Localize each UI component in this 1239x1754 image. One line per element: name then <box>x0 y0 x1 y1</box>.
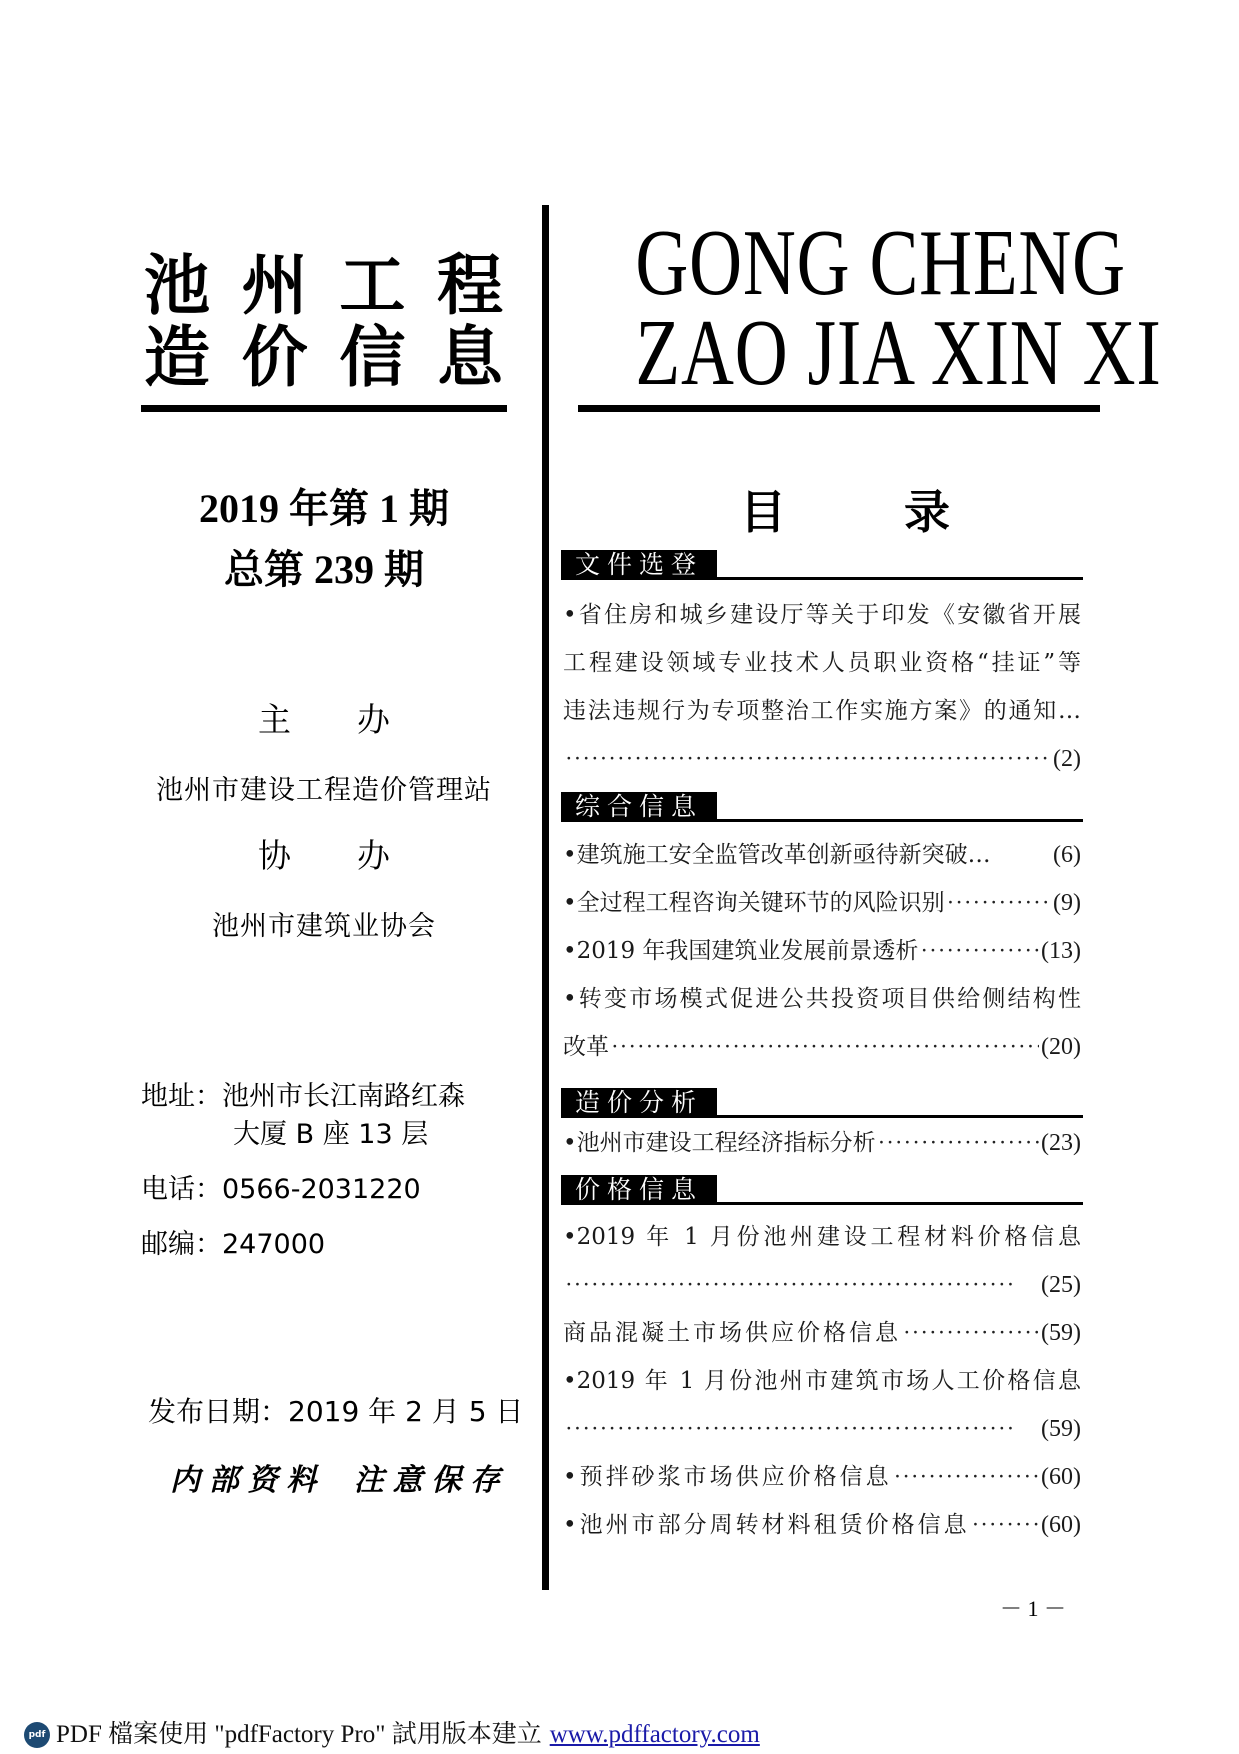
title-char: 工 <box>339 247 406 324</box>
section-rule <box>717 1115 1083 1118</box>
leader-dots <box>565 1270 1013 1300</box>
notice-char: 保 <box>431 1463 462 1498</box>
notice-char: 内 <box>170 1463 200 1498</box>
masthead-cn-title-line2 <box>141 319 506 396</box>
masthead-rule-right <box>578 405 1100 412</box>
section-label: 综合信息 <box>561 792 717 822</box>
title-char: 息 <box>436 319 503 396</box>
toc-page-number: (59) <box>1041 1320 1081 1346</box>
title-char: 程 <box>436 247 503 324</box>
section-rule <box>717 1202 1083 1205</box>
leader-dots <box>878 1128 1039 1158</box>
toc-entry[interactable] <box>563 1128 1081 1158</box>
notice-char: 注 <box>353 1463 384 1498</box>
leader-dots <box>894 1462 1039 1492</box>
toc-entry[interactable] <box>563 840 1081 870</box>
toc-entry-continued[interactable] <box>563 1414 1081 1444</box>
toc-entry-title: 违法违规行为专项整治工作实施方案》的通知… <box>563 698 1081 724</box>
page-number: － 1 － <box>1000 1596 1067 1621</box>
toc-entry[interactable] <box>563 1222 1081 1252</box>
toc-page-number: (60) <box>1041 1512 1081 1538</box>
section-rule <box>717 577 1083 580</box>
toc-entry-title: 改革 <box>563 1034 609 1060</box>
toc-entry-continued[interactable] <box>563 744 1081 774</box>
publish-date-label: 发布日期： <box>148 1395 289 1428</box>
notice-char: 资 <box>247 1463 278 1498</box>
toc-entry-continued[interactable] <box>563 1270 1081 1300</box>
section-label: 文件选登 <box>561 550 717 580</box>
leader-dots <box>972 1510 1039 1540</box>
notice-char: 意 <box>392 1463 423 1498</box>
leader-dots <box>920 936 1039 966</box>
section-label: 造价分析 <box>561 1088 717 1118</box>
leader-dots <box>611 1032 1039 1062</box>
toc-entry[interactable] <box>563 936 1081 966</box>
toc-section-header <box>561 1088 1083 1118</box>
toc-page-number: (20) <box>1041 1034 1081 1060</box>
internal-notice <box>170 1462 500 1500</box>
co-host-name: 池州市建筑业协会 <box>212 911 436 942</box>
phone-label: 电话： <box>141 1174 222 1205</box>
toc-page-number: (2) <box>1053 746 1081 772</box>
toc-title <box>740 486 950 538</box>
masthead-en-title-line1: GONG CHENG <box>635 211 1126 315</box>
pdffactory-link[interactable]: www.pdffactory.com <box>549 1721 760 1748</box>
address-value-line2: 大厦 B 座 13 层 <box>233 1119 429 1150</box>
toc-entry-title: •建筑施工安全监管改革创新亟待新突破… <box>563 842 991 868</box>
phone-line <box>141 1173 421 1207</box>
toc-page-number: (60) <box>1041 1464 1081 1490</box>
address-value-line1: 池州市长江南路红森 <box>222 1081 465 1112</box>
issue-year-number: 2019 年第 1 期 <box>199 486 449 531</box>
toc-entry[interactable] <box>563 1510 1081 1540</box>
issue-total-number: 总第 239 期 <box>224 547 424 592</box>
leader-dots <box>565 744 1051 774</box>
toc-entry-title: •2019 年 1 月份池州建设工程材料价格信息 <box>563 1224 1081 1250</box>
toc-entry-continued[interactable] <box>563 1032 1081 1062</box>
toc-entry[interactable] <box>563 600 1081 630</box>
section-rule <box>717 819 1083 822</box>
pdffactory-logo-icon: pdf <box>24 1722 50 1748</box>
address-label: 地址： <box>141 1081 222 1112</box>
toc-page-number: (25) <box>1041 1272 1081 1298</box>
notice-char: 存 <box>470 1463 500 1498</box>
leader-dots <box>903 1318 1039 1348</box>
title-char: 信 <box>339 319 406 396</box>
toc-entry-title: 商品混凝土市场供应价格信息 <box>563 1320 901 1346</box>
watermark-text: PDF 檔案使用 "pdfFactory Pro" 試用版本建立 <box>56 1721 542 1748</box>
postcode-label: 邮编： <box>141 1229 222 1260</box>
toc-entry-title: •省住房和城乡建设厅等关于印发《安徽省开展 <box>563 602 1081 628</box>
host-name: 池州市建设工程造价管理站 <box>156 775 492 806</box>
toc-page-number: (13) <box>1041 938 1081 964</box>
toc-entry-title: •池州市建设工程经济指标分析 <box>563 1130 876 1156</box>
publish-date-line <box>148 1394 523 1430</box>
toc-entry-title: •转变市场模式促进公共投资项目供给侧结构性 <box>563 986 1081 1012</box>
toc-entry-title: 工程建设领域专业技术人员职业资格“挂证”等 <box>563 650 1081 676</box>
toc-section-header <box>561 550 1083 580</box>
notice-char: 料 <box>286 1463 317 1498</box>
postcode-value: 247000 <box>222 1229 326 1260</box>
publish-date-value: 2019 年 2 月 5 日 <box>288 1395 524 1428</box>
toc-section-header <box>561 1175 1083 1205</box>
masthead-en-title-line2: ZAO JIA XIN XI <box>635 301 1162 405</box>
toc-section-header <box>561 792 1083 822</box>
masthead-rule-left <box>141 405 507 412</box>
toc-entry-title: •全过程工程咨询关键环节的风险识别 <box>563 890 945 916</box>
address-line <box>141 1080 465 1114</box>
toc-entry[interactable] <box>563 1318 1081 1348</box>
host-label: 主 办 <box>258 700 390 739</box>
postcode-line <box>141 1228 325 1262</box>
toc-entry-title: •2019 年 1 月份池州市建筑市场人工价格信息 <box>563 1368 1081 1394</box>
section-label: 价格信息 <box>561 1175 717 1205</box>
phone-value: 0566-2031220 <box>222 1174 421 1205</box>
leader-dots <box>947 888 1051 918</box>
toc-entry[interactable] <box>563 888 1081 918</box>
toc-entry[interactable] <box>563 984 1081 1014</box>
toc-entry-title: •2019 年我国建筑业发展前景透析 <box>563 938 919 964</box>
toc-entry-title: •预拌砂浆市场供应价格信息 <box>563 1464 892 1490</box>
toc-page-number: (9) <box>1053 890 1081 916</box>
toc-entry-continued[interactable] <box>563 648 1081 678</box>
co-host-label: 协 办 <box>258 836 390 875</box>
column-divider <box>542 205 549 1590</box>
toc-page-number: (23) <box>1041 1130 1081 1156</box>
title-char: 价 <box>241 319 308 396</box>
toc-entry-title: •池州市部分周转材料租赁价格信息 <box>563 1512 970 1538</box>
title-char: 池 <box>144 247 210 324</box>
title-char: 造 <box>144 319 210 396</box>
toc-title-char: 目 <box>740 485 786 539</box>
leader-dots <box>565 1414 1013 1444</box>
masthead-cn-title-line1 <box>141 247 506 324</box>
pdffactory-watermark <box>24 1720 760 1750</box>
toc-entry[interactable] <box>563 1462 1081 1492</box>
toc-page-number: (59) <box>1041 1416 1081 1442</box>
title-char: 州 <box>241 247 308 324</box>
toc-entry-continued[interactable] <box>563 696 1081 726</box>
toc-entry[interactable] <box>563 1366 1081 1396</box>
toc-title-char: 录 <box>904 485 950 539</box>
toc-page-number: (6) <box>1053 842 1081 868</box>
notice-char: 部 <box>208 1463 239 1498</box>
